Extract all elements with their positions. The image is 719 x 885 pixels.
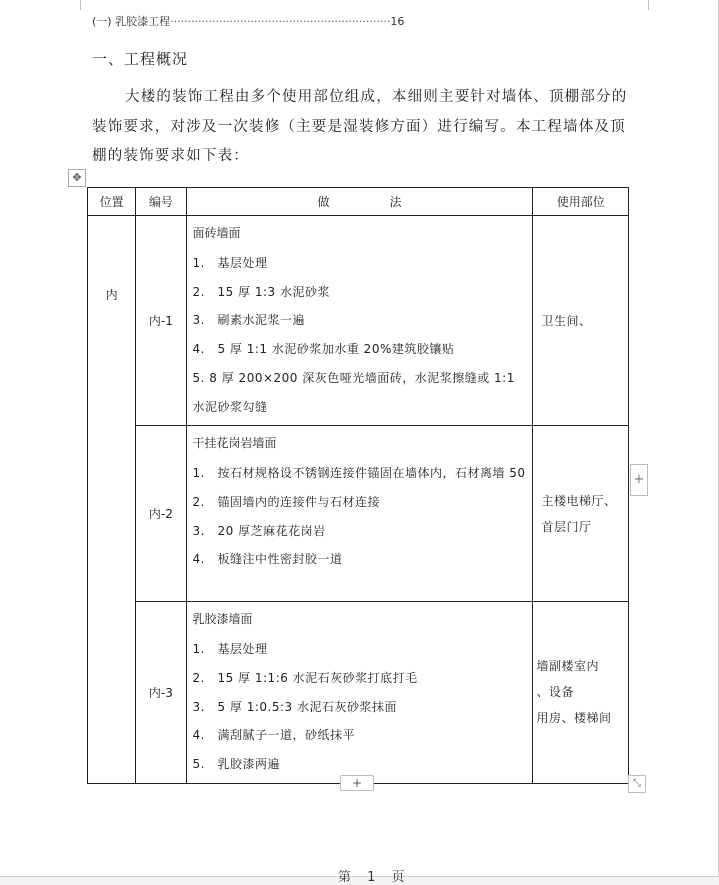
method-step: 3. 刷素水泥浆一遍	[192, 313, 305, 328]
method-step: 3. 20 厚芝麻花花岗岩	[192, 523, 326, 538]
number-cell: 内-2	[136, 426, 186, 602]
toc-leader-dots: ·······························································	[170, 15, 391, 28]
method-step: 4. 满刮腻子一道，砂纸抹平	[192, 728, 355, 743]
usage-cell	[533, 602, 629, 784]
toc-entry-page: 16	[390, 15, 405, 28]
table-row	[88, 216, 629, 426]
usage-line: 首层门厅	[541, 519, 592, 534]
method-step: 4. 5 厚 1:1 水泥砂浆加水重 20%建筑胶镶贴	[192, 342, 455, 357]
method-step: 5. 乳胶漆两遍	[192, 757, 280, 772]
table-header-row	[88, 188, 629, 216]
page-corner-mark	[70, 0, 81, 10]
method-step: 1. 按石材规格设不锈钢连接件锚固在墙体内，石材离墙 50	[192, 466, 526, 481]
usage-line: 主楼电梯厅、	[541, 493, 617, 508]
method-step: 1. 基层处理	[192, 642, 268, 657]
plus-icon: +	[351, 776, 363, 790]
method-cell	[186, 426, 533, 602]
method-step: 2. 锚固墙内的连接件与石材连接	[192, 494, 380, 509]
usage-line: 墙副楼室内	[536, 659, 599, 674]
add-row-button[interactable]	[340, 775, 374, 791]
method-title: 面砖墙面	[192, 226, 241, 240]
toc-entry[interactable]	[92, 13, 404, 29]
method-step: 1. 基层处理	[192, 256, 268, 270]
method-step: 3. 5 厚 1:0.5:3 水泥石灰砂浆抹面	[192, 699, 397, 714]
method-step: 4. 板缝注中性密封胶一道	[192, 552, 343, 567]
method-step: 2. 15 厚 1:1:6 水泥石灰砂浆打底打毛	[192, 670, 418, 685]
table-row	[88, 602, 629, 784]
usage-line: 用房、楼梯间	[536, 711, 612, 726]
usage-cell	[533, 216, 629, 426]
move-arrows-icon[interactable]: ✥	[68, 169, 86, 187]
decoration-spec-table	[87, 187, 629, 784]
body-paragraph: 大楼的装饰工程由多个使用部位组成，本细则主要针对墙体、顶棚部分的装饰要求，对涉及一次装修（主要是湿装修方面）进行编写。本工程墙体及顶棚的装饰要求如下表：	[92, 89, 628, 164]
usage-line: 、设备	[536, 685, 574, 700]
page-number: 第 1 页	[338, 870, 411, 885]
method-title: 干挂花岗岩墙面	[192, 436, 277, 451]
method-cell	[186, 216, 533, 426]
number-cell: 内-3	[136, 602, 186, 784]
method-cell	[186, 602, 533, 784]
toc-entry-text: (一) 乳胶漆工程	[92, 15, 171, 28]
header-number: 编号	[136, 188, 186, 216]
header-method: 做 法	[186, 188, 533, 216]
method-step: 2. 15 厚 1:3 水泥砂浆	[192, 284, 331, 299]
number-cell: 内-1	[136, 216, 186, 426]
usage-line: 卫生间、	[541, 313, 592, 328]
usage-cell	[533, 426, 629, 602]
table-row	[88, 426, 629, 602]
section-heading: 一、工程概况	[92, 50, 189, 68]
page-corner-mark	[648, 0, 659, 10]
method-step: 5. 8 厚 200×200 深灰色哑光墙面砖，水泥浆擦缝或 1:1 水泥砂浆勾缝	[192, 370, 515, 414]
resize-diagonal-icon[interactable]: ⤡	[628, 775, 646, 793]
plus-icon[interactable]: +	[630, 464, 648, 496]
header-position: 位置	[88, 188, 136, 216]
position-cell: 内	[88, 216, 136, 784]
method-title: 乳胶漆墙面	[192, 612, 253, 627]
header-usage: 使用部位	[533, 188, 629, 216]
